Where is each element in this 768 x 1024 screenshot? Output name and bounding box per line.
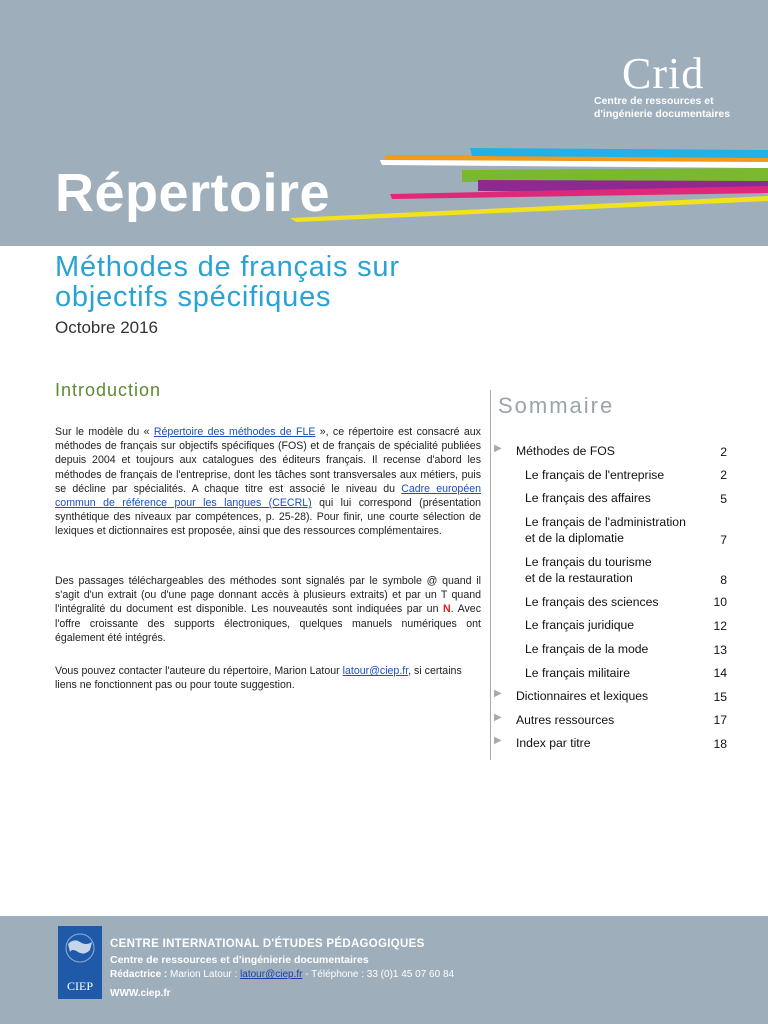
toc-item-label [525,554,652,586]
new-marker-n: N [443,603,451,616]
footer-subtitle: Centre de ressources et d'ingénierie documentaires [110,954,369,966]
footer [0,916,768,1024]
toc-item-page: 2 [720,444,727,459]
toc-item[interactable] [492,685,732,709]
toc-item-page: 18 [713,736,727,751]
toc-item-label-line1: Le français des sciences [525,594,659,609]
toc-item-label [525,641,648,657]
toc-item-label [516,735,591,751]
toc-item[interactable] [492,511,732,551]
footer-website[interactable]: WWW.ciep.fr [110,988,171,999]
ciep-logo [58,926,102,999]
toc-item-page: 12 [713,618,727,633]
toc-item-label [525,665,630,681]
intro-p2-text-a: Des passages téléchargeables des méthodes sont signalés par le symbole @ quand il s'agit d'un extrait (ou d'une page donnant accès à plusieurs extraits) et par un T quand l'intégralité du document est disponible. Les nouveautés sont indiquées par un [55,575,481,616]
toc-item-label [516,443,615,459]
toc-item-label [516,688,648,704]
toc-item[interactable] [492,614,732,638]
intro-paragraph-2 [55,574,481,645]
toc-item-label [516,712,614,728]
toc-item-label-line2: et de la restauration [525,570,633,585]
document-date: Octobre 2016 [55,318,159,337]
footer-org-name: CENTRE INTERNATIONAL D'ÉTUDES PÉDAGOGIQUES [110,938,425,950]
toc-item-page: 15 [713,689,727,704]
crid-subtitle [594,95,764,121]
sommaire-divider [490,390,491,760]
toc-item-page: 13 [713,642,727,657]
toc-item-label [525,617,634,633]
introduction-heading: Introduction [55,380,162,400]
toc-item[interactable] [492,591,732,615]
toc-item-label [525,467,664,483]
intro-p1-text-b: », ce répertoire est consacré aux méthodes de français sur objectifs spécifiques (FOS) et de français de spécialité publiées depuis 2004 et toujours aux catalogues des éditeurs français. Il recense d'abord les méthodes de français de l'entreprise, dont les tâches sont transversales aux métiers, puis se décline par spécialités. A chaque titre est associé le niveau du [55,426,481,495]
header-banner [0,0,768,246]
toc-item-label-line1: Méthodes de FOS [516,444,615,458]
repertoire-title: Répertoire [55,163,331,223]
toc-item-label [525,490,651,506]
toc-item-label [525,594,658,610]
footer-phone: - Téléphone : 33 (0)1 45 07 60 84 [302,969,455,980]
toc-item-page: 5 [720,491,727,506]
toc-item-label-line1: Dictionnaires et lexiques [516,689,649,704]
toc-item-label [525,514,686,546]
toc-item-label-line2: et de la diplomatie [525,530,624,545]
repertoire-fle-link[interactable]: Répertoire des méthodes de FLE [153,426,316,438]
table-of-contents [492,440,732,756]
redactrice-name: Marion Latour : [167,969,241,980]
toc-item[interactable] [492,732,732,756]
toc-arrow-icon: ▶ [494,688,502,700]
toc-arrow-icon: ▶ [494,443,502,454]
intro-p1-text-c: qui lui correspond (présentation synthétique des niveaux par compétences, p. 25-28). Pour finir, une courte sélection de lexiques et dictionnaires est proposée, ainsi que des ressources complémentaires. [55,497,482,538]
footer-email-link[interactable]: latour@ciep.fr [240,969,303,980]
toc-arrow-icon: ▶ [494,711,502,723]
toc-item-label-line1: Le français juridique [525,618,635,633]
toc-item-page: 2 [720,468,727,483]
crid-subtitle-line2: d'ingénierie documentaires [594,108,731,120]
toc-item-page: 10 [713,595,727,610]
cecrl-link[interactable]: Cadre européen commun de référence pour les langues (CECRL) [55,482,482,510]
sommaire-heading: Sommaire [498,393,615,418]
globe-icon [58,926,102,976]
toc-item-label-line1: Le français militaire [525,665,630,680]
crid-subtitle-line1: Centre de ressources et [594,95,714,107]
ciep-logo-text: CIEP [66,979,93,993]
toc-arrow-icon: ▶ [494,735,502,747]
author-email-link[interactable]: latour@ciep.fr [342,665,409,677]
toc-item-label-line1: Index par titre [516,736,591,751]
toc-item-page: 7 [720,532,727,547]
crid-logo: Crid [622,49,705,98]
toc-item[interactable] [492,440,732,464]
toc-item-page: 8 [720,572,727,587]
toc-item[interactable] [492,464,732,488]
toc-item[interactable] [492,487,732,511]
toc-item[interactable] [492,662,732,686]
toc-item-page: 14 [713,666,727,681]
intro-p1-text-a: Sur le modèle du « [55,426,154,438]
toc-item-label-line1: Le français de la mode [525,641,649,656]
document-title-line1: Méthodes de français sur [55,251,400,283]
intro-p3-text-b: , si certains liens ne fonctionnent pas ou pour toute suggestion. [55,665,462,692]
toc-item-label-line1: Le français des affaires [525,491,651,506]
footer-contact [110,969,454,980]
toc-item[interactable] [492,709,732,733]
toc-item-label-line1: Le français du tourisme [525,554,652,569]
toc-item[interactable] [492,551,732,591]
toc-item-label-line1: Le français de l'administration [525,514,686,529]
intro-p2-text-b: . Avec l'offre croissante des supports électroniques, quelques manuels numériques ont également été intégrés. [55,603,481,644]
intro-paragraph-3 [55,664,481,692]
document-title-line2: objectifs spécifiques [55,281,332,313]
redactrice-label: Rédactrice : [110,969,168,980]
document-title [55,252,555,312]
toc-item-label-line1: Autres ressources [516,712,615,727]
toc-item-label-line1: Le français de l'entreprise [525,467,665,482]
toc-item[interactable] [492,638,732,662]
toc-item-page: 17 [713,713,727,728]
intro-p3-text-a: Vous pouvez contacter l'auteure du répertoire, Marion Latour [55,665,343,677]
intro-paragraph-1 [55,425,481,539]
